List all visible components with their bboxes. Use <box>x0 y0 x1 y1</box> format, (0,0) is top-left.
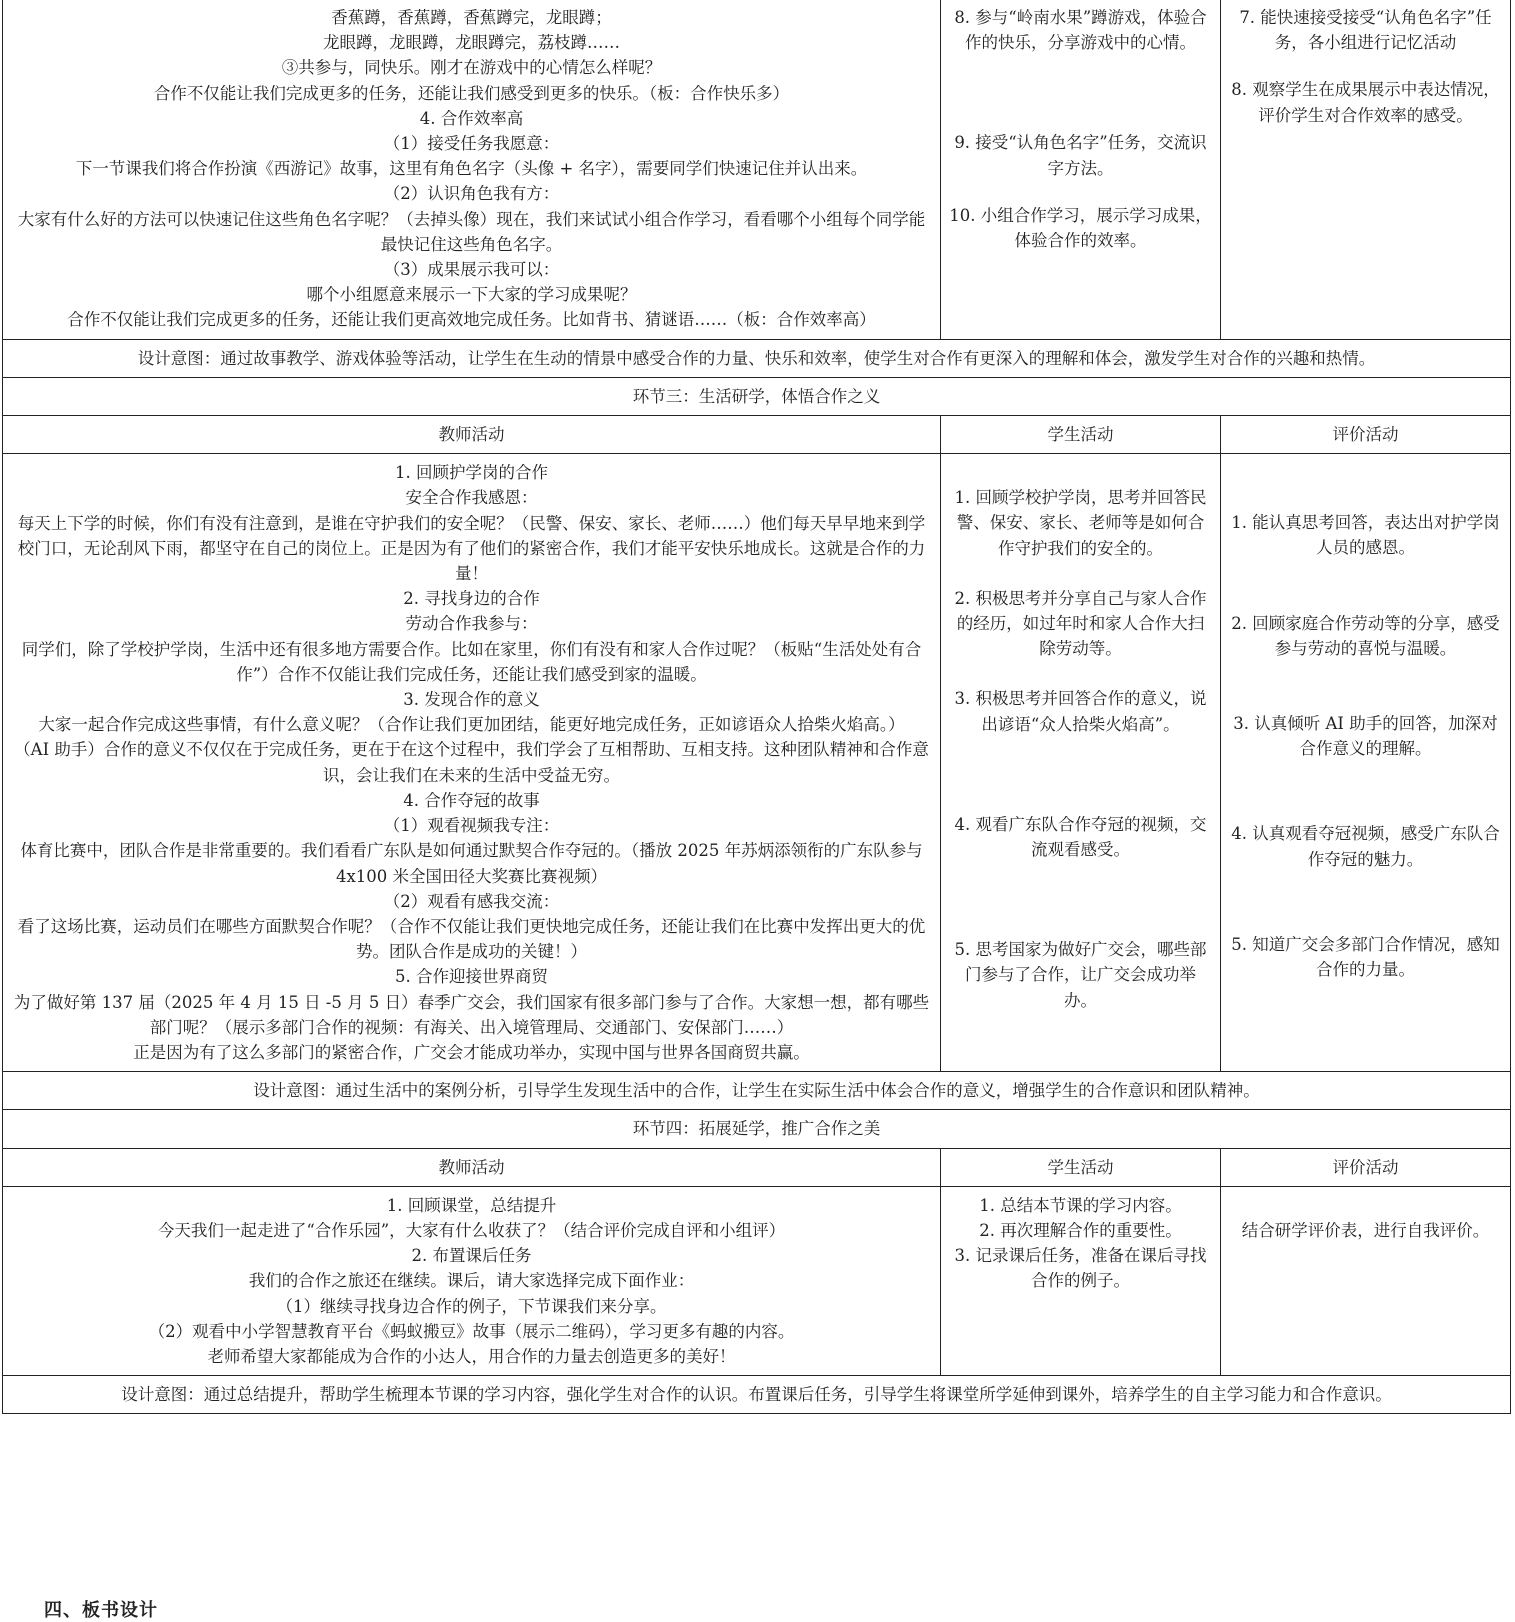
student-item: 8. 参与“岭南水果”蹲游戏，体验合作的快乐，分享游戏中的心情。 <box>954 8 1207 53</box>
teacher-line: 大家有什么好的方法可以快速记住这些角色名字呢？（去掉头像）现在，我们来试试小组合作学习，看看哪个小组每个同学能最快记住这些角色名字。 <box>17 209 926 254</box>
segment2-evaluation-cell <box>1221 0 1511 339</box>
teacher-line: 1. 回顾护学岗的合作 <box>395 463 548 483</box>
student-item: 9. 接受“认角色名字”任务，交流识字方法。 <box>954 133 1207 178</box>
teacher-line: ③共参与，同快乐。刚才在游戏中的心情怎么样呢？ <box>281 58 662 78</box>
student-item: 3. 积极思考并回答合作的意义，说出谚语“众人拾柴火焰高”。 <box>954 689 1207 734</box>
student-activity-header: 学生活动 <box>941 1148 1221 1186</box>
teacher-line: （1）继续寻找身边合作的例子，下节课我们来分享。 <box>276 1296 667 1316</box>
segment4-title-row <box>3 1110 1511 1148</box>
segment2-activity-row <box>3 0 1511 339</box>
student-item: 2. 再次理解合作的重要性。 <box>979 1220 1182 1240</box>
evaluation-item: 4. 认真观看夺冠视频，感受广东队合作夺冠的魅力。 <box>1231 824 1500 869</box>
teacher-line: 香蕉蹲，香蕉蹲，香蕉蹲完，龙眼蹲； <box>331 8 612 27</box>
teacher-line: 哪个小组愿意来展示一下大家的学习成果呢？ <box>306 285 637 305</box>
teacher-line: 为了做好第 137 届（2025 年 4 月 15 日 -5 月 5 日）春季广交会，我们国家有很多部门参与了合作。大家想一想，都有哪些部门呢？（展示多部门合作的视频：有海关、出入境管理局、交通部门、安保部门……） <box>13 992 930 1037</box>
segment3-header-row <box>3 416 1511 454</box>
segment2-intent-row <box>3 339 1511 377</box>
evaluation-activity-header: 评价活动 <box>1221 416 1511 454</box>
teacher-line: 老师希望大家都能成为合作的小达人，用合作的力量去创造更多的美好！ <box>207 1346 736 1366</box>
teacher-line: 4. 合作夺冠的故事 <box>403 790 540 810</box>
segment3-design-intent: 设计意图：通过生活中的案例分析，引导学生发现生活中的合作，让学生在实际生活中体会合作的意义，增强学生的合作意识和团队精神。 <box>3 1072 1511 1110</box>
student-item: 4. 观看广东队合作夺冠的视频，交流观看感受。 <box>954 814 1207 860</box>
teacher-line: 今天我们一起走进了“合作乐园”，大家有什么收获了？（结合评价完成自评和小组评） <box>157 1220 786 1240</box>
lesson-plan-table <box>2 0 1511 1414</box>
segment3-teacher-cell <box>3 454 941 1072</box>
segment2-teacher-cell <box>3 0 941 339</box>
segment4-design-intent: 设计意图：通过总结提升，帮助学生梳理本节课的学习内容，强化学生对合作的认识。布置课后任务，引导学生将课堂所学延伸到课外，培养学生的自主学习能力和合作意识。 <box>3 1376 1511 1414</box>
segment2-student-cell <box>941 0 1221 339</box>
teacher-line: （3）成果展示我可以： <box>383 260 560 280</box>
teacher-line: 同学们，除了学校护学岗，生活中还有很多地方需要合作。比如在家里，你们有没有和家人合作过呢？（板贴“生活处处有合作”）合作不仅能让我们完成任务，还能让我们感受到家的温暖。 <box>21 639 922 684</box>
teacher-line: 我们的合作之旅还在继续。课后，请大家选择完成下面作业： <box>248 1271 695 1291</box>
student-item: 5. 思考国家为做好广交会，哪些部门参与了合作，让广交会成功举办。 <box>954 940 1207 1010</box>
teacher-line: 2. 布置课后任务 <box>411 1246 532 1266</box>
segment4-teacher-cell <box>3 1186 941 1375</box>
segment4-activity-row <box>3 1186 1511 1375</box>
segment3-title: 环节三：生活研学，体悟合作之义 <box>3 377 1511 415</box>
teacher-line: 1. 回顾课堂，总结提升 <box>386 1195 557 1215</box>
evaluation-item: 5. 知道广交会多部门合作情况，感知合作的力量。 <box>1231 934 1500 980</box>
teacher-line: （AI 助手）合作的意义不仅仅在于完成任务，更在于在这个过程中，我们学会了互相帮助、互相支持。这种团队精神和合作意识，会让我们在未来的生活中受益无穷。 <box>14 740 929 785</box>
evaluation-item: 2. 回顾家庭合作劳动等的分享，感受参与劳动的喜悦与温暖。 <box>1231 613 1500 658</box>
student-item: 3. 记录课后任务，准备在课后寻找合作的例子。 <box>954 1246 1207 1291</box>
teacher-line: 正是因为有了这么多部门的紧密合作，广交会才能成功举办，实现中国与世界各国商贸共赢。 <box>133 1042 810 1062</box>
teacher-line: 每天上下学的时候，你们有没有注意到，是谁在守护我们的安全呢？（民警、保安、家长、老师……）他们每天早早地来到学校门口，无论刮风下雨，都坚守在自己的岗位上。正是因为有了他们的紧密合作，我们才能平安快乐地成长。这就是合作的力量！ <box>17 513 926 584</box>
segment3-title-row <box>3 377 1511 415</box>
teacher-line: （2）认识角色我有方： <box>383 184 560 204</box>
segment4-title: 环节四：拓展延学，推广合作之美 <box>3 1110 1511 1148</box>
teacher-line: 下一节课我们将合作扮演《西游记》故事，这里有角色名字（头像 + 名字），需要同学们快速记住并认出来。 <box>75 159 868 179</box>
segment4-evaluation-cell <box>1221 1186 1511 1375</box>
student-activity-header: 学生活动 <box>941 416 1221 454</box>
teacher-activity-header: 教师活动 <box>3 416 941 454</box>
evaluation-item: 3. 认真倾听 AI 助手的回答，加深对合作意义的理解。 <box>1233 714 1498 759</box>
teacher-line: （2）观看有感我交流： <box>383 891 560 911</box>
student-item: 1. 回顾学校护学岗，思考并回答民警、保安、家长、老师等是如何合作守护我们的安全的。 <box>954 488 1207 558</box>
segment3-activity-row <box>3 454 1511 1072</box>
segment3-intent-row <box>3 1072 1511 1110</box>
teacher-line: 合作不仅能让我们完成更多的任务，还能让我们更高效地完成任务。比如背书、猜谜语……（板：合作效率高） <box>67 310 876 330</box>
teacher-line: 安全合作我感恩： <box>405 488 538 508</box>
segment3-evaluation-cell <box>1221 454 1511 1072</box>
board-design-heading: 四、板书设计 <box>44 1600 158 1621</box>
teacher-line: 3. 发现合作的意义 <box>403 690 540 710</box>
teacher-line: 合作不仅能让我们完成更多的任务，还能让我们感受到更多的快乐。（板：合作快乐多） <box>153 83 790 103</box>
teacher-activity-header: 教师活动 <box>3 1148 941 1186</box>
segment2-design-intent: 设计意图：通过故事教学、游戏体验等活动，让学生在生动的情景中感受合作的力量、快乐和效率，使学生对合作有更深入的理解和体会，激发学生对合作的兴趣和热情。 <box>3 339 1511 377</box>
teacher-line: 劳动合作我参与： <box>405 614 538 634</box>
student-item: 2. 积极思考并分享自己与家人合作的经历，如过年时和家人合作大扫除劳动等。 <box>954 588 1207 659</box>
teacher-line: （2）观看中小学智慧教育平台《蚂蚁搬豆》故事（展示二维码），学习更多有趣的内容。 <box>148 1321 795 1341</box>
teacher-line: 2. 寻找身边的合作 <box>403 589 540 609</box>
segment4-intent-row <box>3 1376 1511 1414</box>
evaluation-item: 结合研学评价表，进行自我评价。 <box>1241 1220 1490 1240</box>
teacher-line: 龙眼蹲，龙眼蹲，龙眼蹲完，荔枝蹲…… <box>323 33 620 53</box>
teacher-line: 4. 合作效率高 <box>419 108 524 128</box>
segment3-student-cell <box>941 454 1221 1072</box>
evaluation-item: 8. 观察学生在成果展示中表达情况，评价学生对合作效率的感受。 <box>1231 80 1500 125</box>
evaluation-item: 1. 能认真思考回答，表达出对护学岗人员的感恩。 <box>1231 513 1500 558</box>
student-item: 10. 小组合作学习，展示学习成果，体验合作的效率。 <box>949 205 1212 251</box>
teacher-line: （1）接受任务我愿意： <box>383 134 560 154</box>
teacher-line: 体育比赛中，团队合作是非常重要的。我们看看广东队是如何通过默契合作夺冠的。（播放 2025 年苏炳添领衔的广东队参与 4x100 米全国田径大奖赛比赛视频） <box>20 841 923 886</box>
student-item: 1. 总结本节课的学习内容。 <box>979 1195 1182 1215</box>
evaluation-item: 7. 能快速接受接受“认角色名字”任务，各小组进行记忆活动 <box>1239 8 1492 53</box>
teacher-line: 大家一起合作完成这些事情，有什么意义呢？（合作让我们更加团结，能更好地完成任务，正如谚语众人拾柴火焰高。） <box>38 715 905 735</box>
teacher-line: （1）观看视频我专注： <box>383 816 560 836</box>
evaluation-activity-header: 评价活动 <box>1221 1148 1511 1186</box>
teacher-line: 看了这场比赛，运动员们在哪些方面默契合作呢？（合作不仅能让我们更快地完成任务，还能让我们在比赛中发挥出更大的优势。团队合作是成功的关键！） <box>17 916 926 962</box>
segment4-header-row <box>3 1148 1511 1186</box>
segment4-student-cell <box>941 1186 1221 1375</box>
teacher-line: 5. 合作迎接世界商贸 <box>395 967 548 987</box>
